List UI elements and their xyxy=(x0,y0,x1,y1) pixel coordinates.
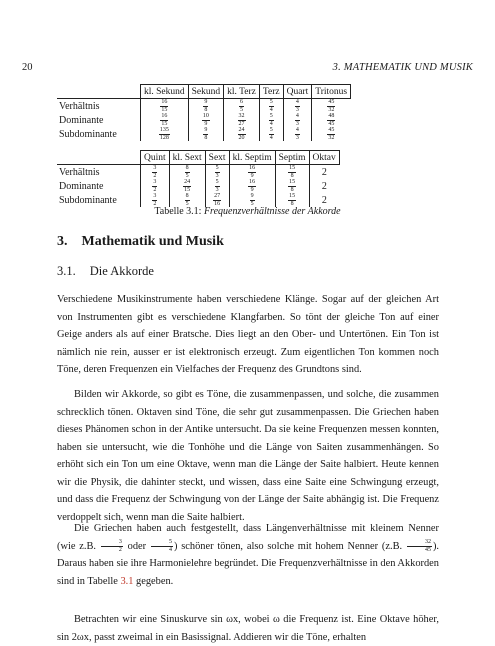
ratio-cell: $\frac{10}{9}$ xyxy=(188,113,224,127)
caption-label: Tabelle 3.1: xyxy=(154,206,202,217)
ratio-cell: $\frac{32}{27}$ xyxy=(224,113,260,127)
table-row xyxy=(57,127,351,141)
row-label: Verhältnis xyxy=(57,99,141,114)
ratio-cell: $\frac{9}{8}$ xyxy=(188,99,224,114)
ratio-cell: 2 xyxy=(309,179,339,193)
column-header: kl. Sext xyxy=(169,151,205,165)
column-header: Quart xyxy=(283,85,312,99)
page-number: 20 xyxy=(22,62,33,73)
column-header: kl. Septim xyxy=(229,151,275,165)
section-title: Mathematik und Musik xyxy=(81,234,224,249)
paragraph-1: Verschiedene Musikinstrumente haben verschiedene Klänge. Sogar auf der gleichen Art von Instrumenten gibt es verschiedene Klangfarben. So tönt der gleiche Ton auf einer Geige anders als auf einer Bratsche. Dies liegt an den Ober- und Untertönen. Ein Ton ist nämlich nie rein, ausser er ist elektronisch erzeugt. Zum eigentlichen Ton kommen noch Töne, deren Frequenzen ein Vielfaches der Frequenz des Grundtons sind. xyxy=(57,294,439,375)
ratio-cell: $\frac{9}{5}$ xyxy=(229,193,275,207)
ratio-cell: $\frac{15}{8}$ xyxy=(275,193,309,207)
running-header xyxy=(22,62,473,73)
column-header: kl. Sekund xyxy=(141,85,189,99)
ratio-cell: $\frac{45}{32}$ xyxy=(312,99,351,114)
ratio-cell: $\frac{5}{4}$ xyxy=(259,127,283,141)
ratio-cell: $\frac{3}{2}$ xyxy=(141,179,170,193)
paragraph-4: Betrachten wir eine Sinuskurve sin ωx, wobei ω die Frequenz ist. Eine Oktave höher, sin 2ωx, passt zweimal in ein Basissignal. Addieren wir die Töne, erhalten xyxy=(57,614,439,643)
ratio-cell: $\frac{8}{5}$ xyxy=(169,165,205,180)
table-reference-link[interactable]: 3.1 xyxy=(120,575,134,587)
paragraph-3: Die Griechen haben auch festgestellt, dass Längenverhältnisse mit kleinem Nenner (wie z.B. $\frac{3}{2}$ oder $\frac{5}{4}$ ) schöner tönen, also solche mit hohem Nenner (z.B. $\frac{32}{45}$ ). Daraus haben sie ihre Harmonielehre begründet. Die Frequenzverhältnisse in den Akkorden sind in Tabelle 3.1 gegeben. xyxy=(57,523,439,587)
row-label: Dominante xyxy=(57,179,141,193)
ratio-cell: $\frac{24}{20}$ xyxy=(224,127,260,141)
table-row xyxy=(57,165,339,180)
ratio-cell: $\frac{4}{3}$ xyxy=(283,127,312,141)
ratio-cell: $\frac{45}{32}$ xyxy=(312,127,351,141)
section-number: 3. xyxy=(57,234,68,249)
ratio-cell: $\frac{16}{15}$ xyxy=(141,99,189,114)
ratio-cell: $\frac{5}{4}$ xyxy=(259,113,283,127)
ratio-cell: $\frac{16}{9}$ xyxy=(229,165,275,180)
inline-fraction: $\frac{32}{45}$ xyxy=(407,539,432,553)
column-header: kl. Terz xyxy=(224,85,260,99)
table-caption xyxy=(0,206,495,217)
column-header: Septim xyxy=(275,151,309,165)
ratio-cell: $\frac{6}{5}$ xyxy=(224,99,260,114)
ratio-cell: $\frac{24}{15}$ xyxy=(169,179,205,193)
ratio-cell: $\frac{8}{5}$ xyxy=(169,193,205,207)
ratio-cell: $\frac{5}{3}$ xyxy=(205,179,229,193)
inline-fraction: $\frac{5}{4}$ xyxy=(151,539,173,553)
subsection-heading xyxy=(57,264,154,279)
section-heading xyxy=(57,234,224,250)
ratio-cell: $\frac{4}{3}$ xyxy=(283,99,312,114)
column-header: Sext xyxy=(205,151,229,165)
inline-fraction: $\frac{3}{2}$ xyxy=(101,539,123,553)
row-label: Dominante xyxy=(57,113,141,127)
ratio-cell: 2 xyxy=(309,193,339,207)
ratio-cell: $\frac{5}{3}$ xyxy=(205,165,229,180)
ratio-cell: $\frac{4}{3}$ xyxy=(283,113,312,127)
column-header: Sekund xyxy=(188,85,224,99)
subsection-title: Die Akkorde xyxy=(89,264,154,278)
ratio-cell: 2 xyxy=(309,165,339,180)
ratio-cell: $\frac{135}{128}$ xyxy=(141,127,189,141)
row-label: Subdominante xyxy=(57,127,141,141)
ratio-cell: $\frac{3}{2}$ xyxy=(141,165,170,180)
chapter-heading: 3. MATHEMATIK UND MUSIK xyxy=(332,62,473,73)
table-row xyxy=(57,179,339,193)
ratio-cell: $\frac{16}{9}$ xyxy=(229,179,275,193)
ratio-cell: $\frac{3}{2}$ xyxy=(141,193,170,207)
ratio-cell: $\frac{16}{15}$ xyxy=(141,113,189,127)
table-row xyxy=(57,99,351,114)
ratio-table-1 xyxy=(57,84,351,141)
ratio-table-2 xyxy=(57,150,340,207)
ratio-cell: $\frac{15}{8}$ xyxy=(275,165,309,180)
ratio-cell: $\frac{27}{16}$ xyxy=(205,193,229,207)
column-header: Oktav xyxy=(309,151,339,165)
table-row xyxy=(57,193,339,207)
paragraph-2: Bilden wir Akkorde, so gibt es Töne, die zusammenpassen, und solche, die zusammen schrecklich tönen. Oktaven sind Töne, die sehr gut zusammenpassen. Die Griechen haben dieses Phänomen schon in der Antike untersucht. Da sie keine Frequenzen messen konnten, haben sie untersucht, wie die Tonhöhe und die Länge von Saiten zusammenhängen. So erhöht sich ein Ton um eine Oktave, wenn man die Länge der Saite halbiert. Heute kennen wir die Physik, die dahinter steckt, und wissen, dass eine Saite eine Schwingung erzeugt, und dass die Frequenz der Schwingung von der Länge der Saite abhängig ist. Die Frequenz verdoppelt sich, wenn man die Saite halbiert. xyxy=(57,389,439,523)
table-row xyxy=(57,113,351,127)
row-label: Verhältnis xyxy=(57,165,141,180)
column-header: Quint xyxy=(141,151,170,165)
column-header: Tritonus xyxy=(312,85,351,99)
row-label: Subdominante xyxy=(57,193,141,207)
ratio-cell: $\frac{15}{8}$ xyxy=(275,179,309,193)
ratio-cell: $\frac{9}{8}$ xyxy=(188,127,224,141)
column-header: Terz xyxy=(259,85,283,99)
ratio-cell: $\frac{48}{45}$ xyxy=(312,113,351,127)
subsection-number: 3.1. xyxy=(57,264,76,278)
table-corner xyxy=(57,151,141,165)
ratio-cell: $\frac{5}{4}$ xyxy=(259,99,283,114)
table-corner xyxy=(57,85,141,99)
caption-text: Frequenzverhältnisse der Akkorde xyxy=(203,206,341,217)
